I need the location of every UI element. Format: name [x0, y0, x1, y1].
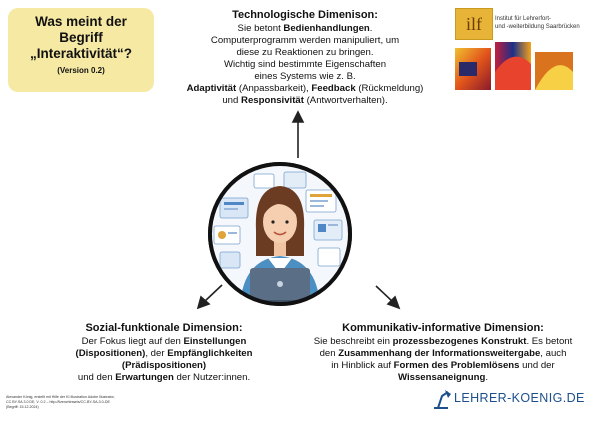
- communicative-dimension: [292, 322, 594, 384]
- title-text: Was meint der Begriff „Interaktivität“?: [29, 14, 133, 61]
- arrow-up-head: [293, 112, 303, 122]
- social-dimension: [48, 322, 280, 384]
- arrow-right-down: [376, 286, 393, 302]
- ilf-logo: [455, 8, 597, 94]
- communicative-text: Sie beschreibt ein prozessbezogenes Konstrukt. Es betont den Zusammenhang der Informationsweitergabe, auch in Hinblick auf Formen des Problemlösens und der Wissensaneignung.: [313, 336, 573, 383]
- technological-heading: Technologische Dimenison:: [232, 9, 378, 21]
- arrow-right-down-head: [388, 297, 399, 308]
- technological-text: Sie betont Bedienhandlungen. Computerprogramm werden manipuliert, um diese zu Reaktionen zu bringen. Wichtig sind bestimmte Eigenschaften eines Systems wie z. B. Adaptivität (Anpassbarkeit), Feedback (Rückmeldung) und Responsivität (Antwortverhalten).: [186, 23, 424, 106]
- brand-link[interactable]: LEHRER-KOENIG.DE: [454, 391, 585, 405]
- title-box: [8, 8, 154, 92]
- lamp-icon: [430, 388, 452, 410]
- communicative-heading: Kommunikativ-informative Dimension:: [342, 322, 544, 334]
- ilf-mark: ilf: [455, 8, 493, 40]
- ilf-graphic: [455, 42, 597, 94]
- credit-text: Alexander König, erstellt mit Hilfe der KI Illustration Adobe Illustrator, CC BY-SA 3.0 DE, V. 0.2 – http://lizenzhinweis/CC-BY-SA-3.0-DE (Begriff: 15.12.2024): [6, 395, 115, 409]
- version-label: (Version 0.2): [57, 66, 105, 75]
- teacher-illustration: [206, 160, 354, 308]
- social-heading: Sozial-funktionale Dimension:: [85, 322, 243, 334]
- technological-dimension: [160, 9, 450, 107]
- ilf-name: Institut für Lehrerfort- und -weiterbildung Saarbrücken: [495, 16, 580, 30]
- social-text: Der Fokus liegt auf den Einstellungen (Dispositionen), der Empfänglichkeiten (Prädispositionen) und den Erwartungen der Nutzer:innen.: [75, 336, 253, 383]
- central-illustration: [206, 160, 354, 308]
